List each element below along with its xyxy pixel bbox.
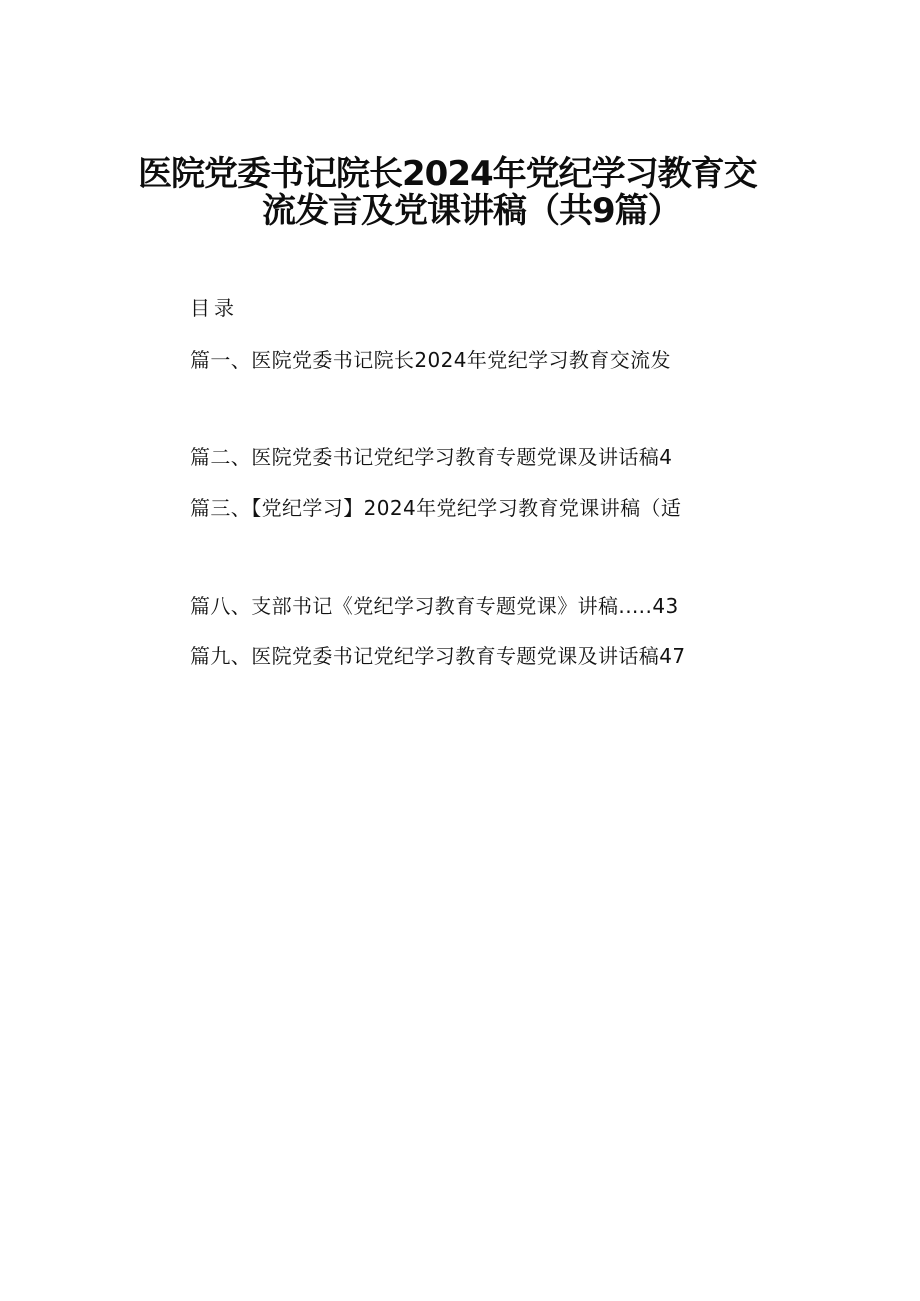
document-title-line-2: 流发言及党课讲稿（共9篇） — [262, 191, 681, 231]
toc-entry-3: 篇三、【党纪学习】2024年党纪学习教育党课讲稿（适 — [190, 496, 682, 520]
toc-entry-8: 篇八、支部书记《党纪学习教育专题党课》讲稿.….43 — [190, 594, 679, 618]
toc-entry-1: 篇一、医院党委书记院长2024年党纪学习教育交流发 — [190, 348, 671, 372]
toc-heading: 目录 — [190, 296, 238, 320]
toc-entry-2: 篇二、医院党委书记党纪学习教育专题党课及讲话稿4 — [190, 445, 673, 469]
document-title-line-1: 医院党委书记院长2024年党纪学习教育交 — [138, 154, 757, 194]
toc-entry-9: 篇九、医院党委书记党纪学习教育专题党课及讲话稿47 — [190, 644, 686, 668]
